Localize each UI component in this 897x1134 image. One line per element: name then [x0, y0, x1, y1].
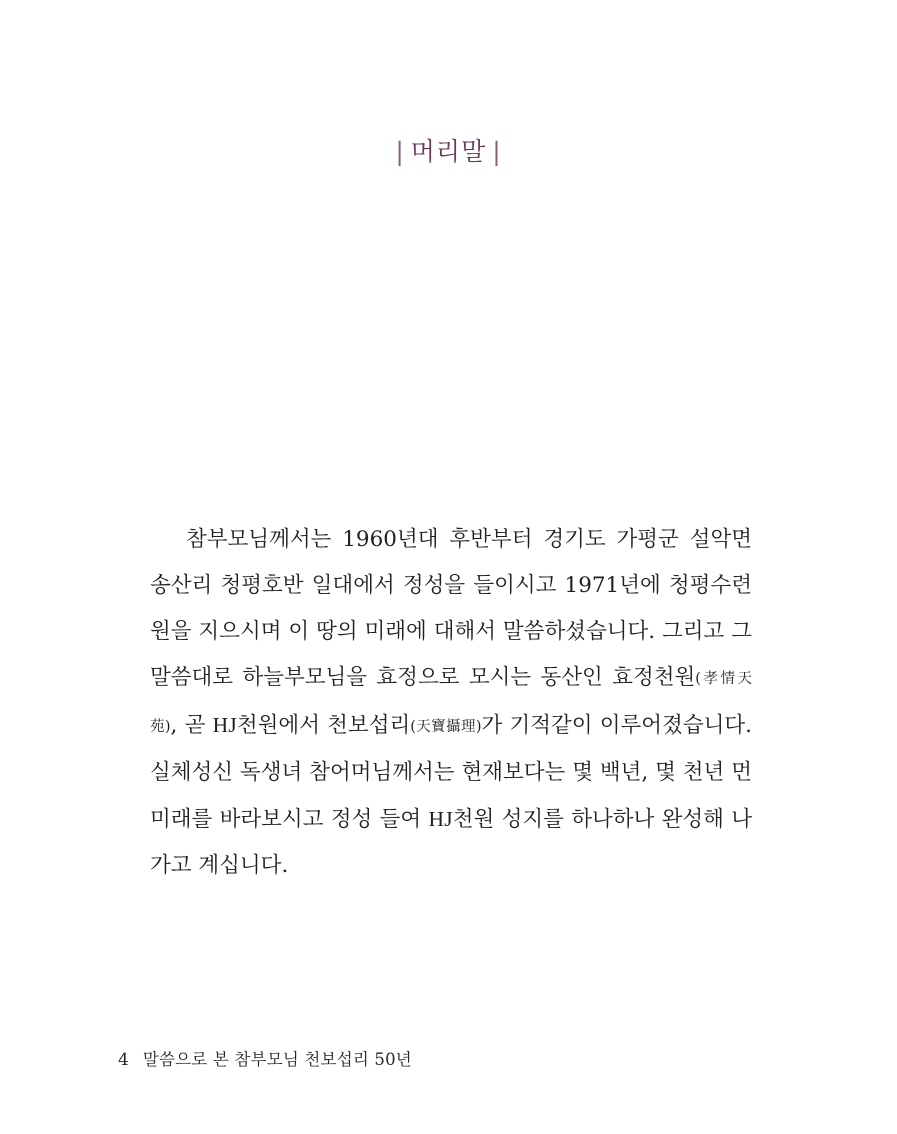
page-footer — [118, 1046, 412, 1070]
heading-right-rule: | — [492, 137, 502, 166]
hanja-gloss: (天寶攝理) — [410, 718, 482, 735]
latin-run: HJ — [428, 806, 453, 831]
heading-label: 머리말 — [410, 137, 487, 166]
body-text-block — [150, 495, 752, 910]
paragraph: 참부모님께서는 1960년대 후반부터 경기도 가평군 설악면 송산리 청평호반 일대에서 정성을 들이시고 1971년에 청평수련원을 지으시며 이 땅의 미래에 대해서 말씀하셨습니다. 그리고 그 말씀대로 하늘부모님을 효정으로 모시는 동산인 효정천원(孝情天苑), 곧 HJ천원에서 천보섭리(天寶攝理)가 기적같이 이루어졌습니다. 실체성신 독생녀 참어머님께서는 현재보다는 몇 백년, 몇 천년 먼 미래를 바라보시고 정성 들여 HJ천원 성지를 하나하나 완성해 나가고 계십니다. — [150, 526, 752, 878]
hanja-gloss: (孝情天苑) — [150, 670, 752, 735]
running-head: 말씀으로 본 참부모님 천보섭리 50년 — [142, 1050, 412, 1069]
latin-run: HJ — [212, 712, 237, 737]
page-number: 4 — [118, 1050, 129, 1070]
heading-left-rule: | — [395, 137, 405, 166]
section-heading — [0, 132, 897, 168]
